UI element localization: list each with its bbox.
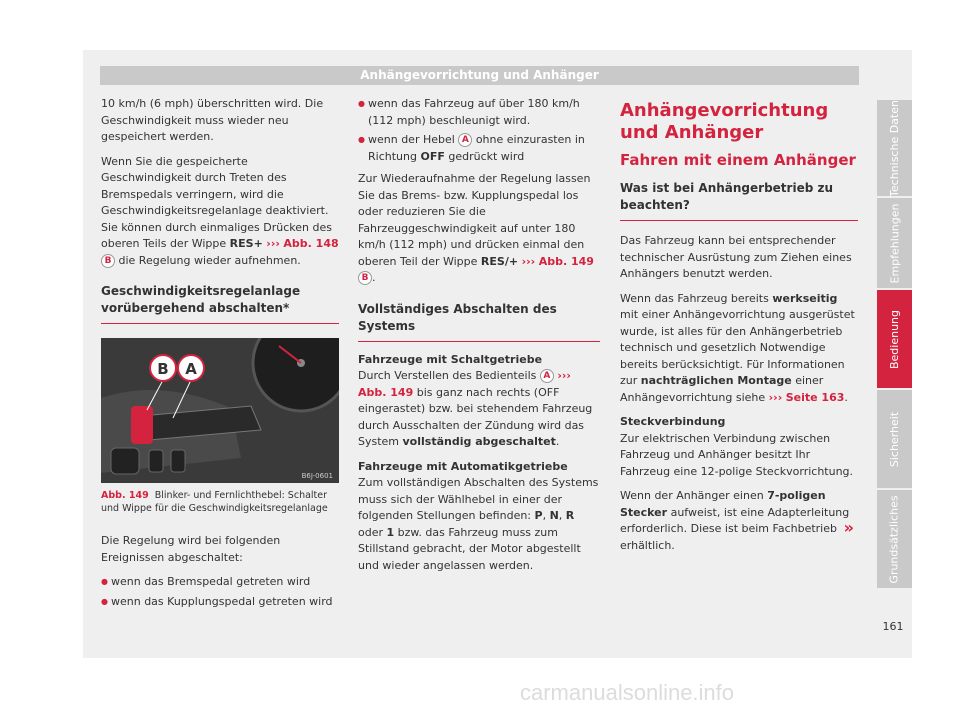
subheading: Vollständiges Abschalten des Systems: [358, 301, 600, 342]
label-a: A: [185, 360, 197, 378]
tab-technische-daten[interactable]: Technische Daten: [877, 100, 912, 196]
watermark: carmanualsonline.info: [520, 680, 735, 705]
tab-grundsaetzliches[interactable]: Grundsätzliches: [877, 490, 912, 588]
paragraph: Wenn Sie die gespeicherte Geschwindigkeit durch Treten des Bremspedals verringern, wird die Geschwindigkeitsregelanlage deaktiviert. Sie können durch einmaliges Drücken des oberen Teils der Wippe RES+ ››› Abb. 148 B die Regelung wieder aufnehmen.: [101, 154, 339, 267]
paragraph: Wenn das Fahrzeug bereits werkseitig mit einer Anhängevorrichtung ausgerüstet wurde, ist alles für den Anhängerbetrieb technisch und gesetzlich Notwendige bereits berücksichtigt. Für Informationen zur nachträglichen Montage einer Anhängevorrichtung siehe ››› Seite 163.: [620, 291, 855, 404]
subheading: Geschwindigkeitsregelanlage vorübergehend abschalten*: [101, 283, 339, 324]
list-item: ● wenn das Fahrzeug auf über 180 km/h (112 mph) beschleunigt wird.: [358, 96, 600, 129]
sub-subheading: Fahrzeuge mit Automatikgetriebe: [358, 459, 568, 473]
figure-code: B6J-0601: [301, 472, 333, 480]
column-right: [620, 96, 858, 552]
paragraph: Zur Wiederaufnahme der Regelung lassen Sie das Brems- bzw. Kupplungspedal los oder reduzieren Sie die Fahrzeuggeschwindigkeit auf unter 180 km/h (112 mph) und drücken einmal den oberen Teil der Wippe RES/+ ››› Abb. 149 B .: [358, 172, 594, 284]
callout-marker: B: [101, 254, 115, 268]
section-header: Anhängevorrichtung und Anhänger: [100, 66, 859, 85]
steering-lever-figure: [101, 338, 339, 483]
column-left: [101, 96, 339, 613]
callout-marker: B: [358, 271, 372, 285]
chapter-title: Anhängevorrichtung und Anhänger: [620, 100, 829, 143]
continue-icon: »: [843, 517, 854, 537]
paragraph: Die Regelung wird bei folgenden Ereignissen abgeschaltet:: [101, 534, 281, 564]
question-heading: Was ist bei Anhängerbetrieb zu beachten?: [620, 180, 858, 221]
figure-reference-link[interactable]: Abb. 149: [538, 254, 594, 268]
tab-sicherheit[interactable]: Sicherheit: [877, 390, 912, 488]
tab-empfehlungen[interactable]: Empfehlungen: [877, 198, 912, 288]
page-number: 161: [882, 620, 904, 633]
figure-reference-link[interactable]: Abb. 148: [283, 237, 339, 250]
tab-bedienung[interactable]: Bedienung: [877, 290, 912, 388]
list-item: ● wenn das Bremspedal getreten wird: [101, 574, 339, 591]
paragraph: Zur elektrischen Verbindung zwischen Fahrzeug und Anhänger besitzt Ihr Fahrzeug eine 12-polige Steckvorrichtung.: [620, 431, 854, 478]
lever-illustration: [101, 338, 339, 483]
sub-subheading: Steckverbindung: [620, 415, 726, 428]
paragraph: 10 km/h (6 mph) überschritten wird. Die Geschwindigkeit muss wieder neu gespeichert werden.: [101, 97, 324, 143]
figure-caption: Abb. 149 Blinker- und Fernlichthebel: Schalter und Wippe für die Geschwindigkeitsregelanlage: [101, 490, 328, 514]
callout-marker: A: [458, 133, 472, 147]
label-b: B: [157, 360, 169, 378]
sub-subheading: Fahrzeuge mit Schaltgetriebe: [358, 352, 543, 366]
paragraph: Das Fahrzeug kann bei entsprechender technischer Ausrüstung zum Ziehen eines Anhängers benutzt werden.: [620, 234, 852, 280]
paragraph: Durch Verstellen des Bedienteils A ››› Abb. 149 bis ganz nach rechts (OFF eingerastet) bzw. bei stehendem Fahrzeug durch Ausschalten der Zündung wird das System vollständig abgeschaltet.: [358, 369, 593, 448]
paragraph: Wenn der Anhänger einen 7-poligen Stecker aufweist, ist eine Adapterleitung erforderlich. Diese ist beim Fachbetrieb erhältlich.: [620, 489, 850, 552]
page-reference-link[interactable]: Seite 163: [785, 390, 845, 404]
paragraph: Zum vollständigen Abschalten des Systems muss sich der Wählhebel in einer der folgenden Stellungen befinden: P, N, R oder 1 bzw. das Fahrzeug muss zum Stillstand gebracht, der Motor abgestellt und wieder angelassen werden.: [358, 476, 599, 572]
column-middle: [358, 96, 600, 582]
list-item: ● wenn der Hebel A ohne einzurasten in Richtung OFF gedrückt wird: [358, 132, 600, 165]
figure-reference-arrow: ›››: [266, 237, 280, 250]
callout-marker: A: [540, 369, 554, 383]
list-item: ● wenn das Kupplungspedal getreten wird: [101, 594, 339, 611]
section-title: Fahren mit einem Anhänger: [620, 151, 856, 169]
figure-reference-link[interactable]: Abb. 149: [358, 385, 414, 399]
